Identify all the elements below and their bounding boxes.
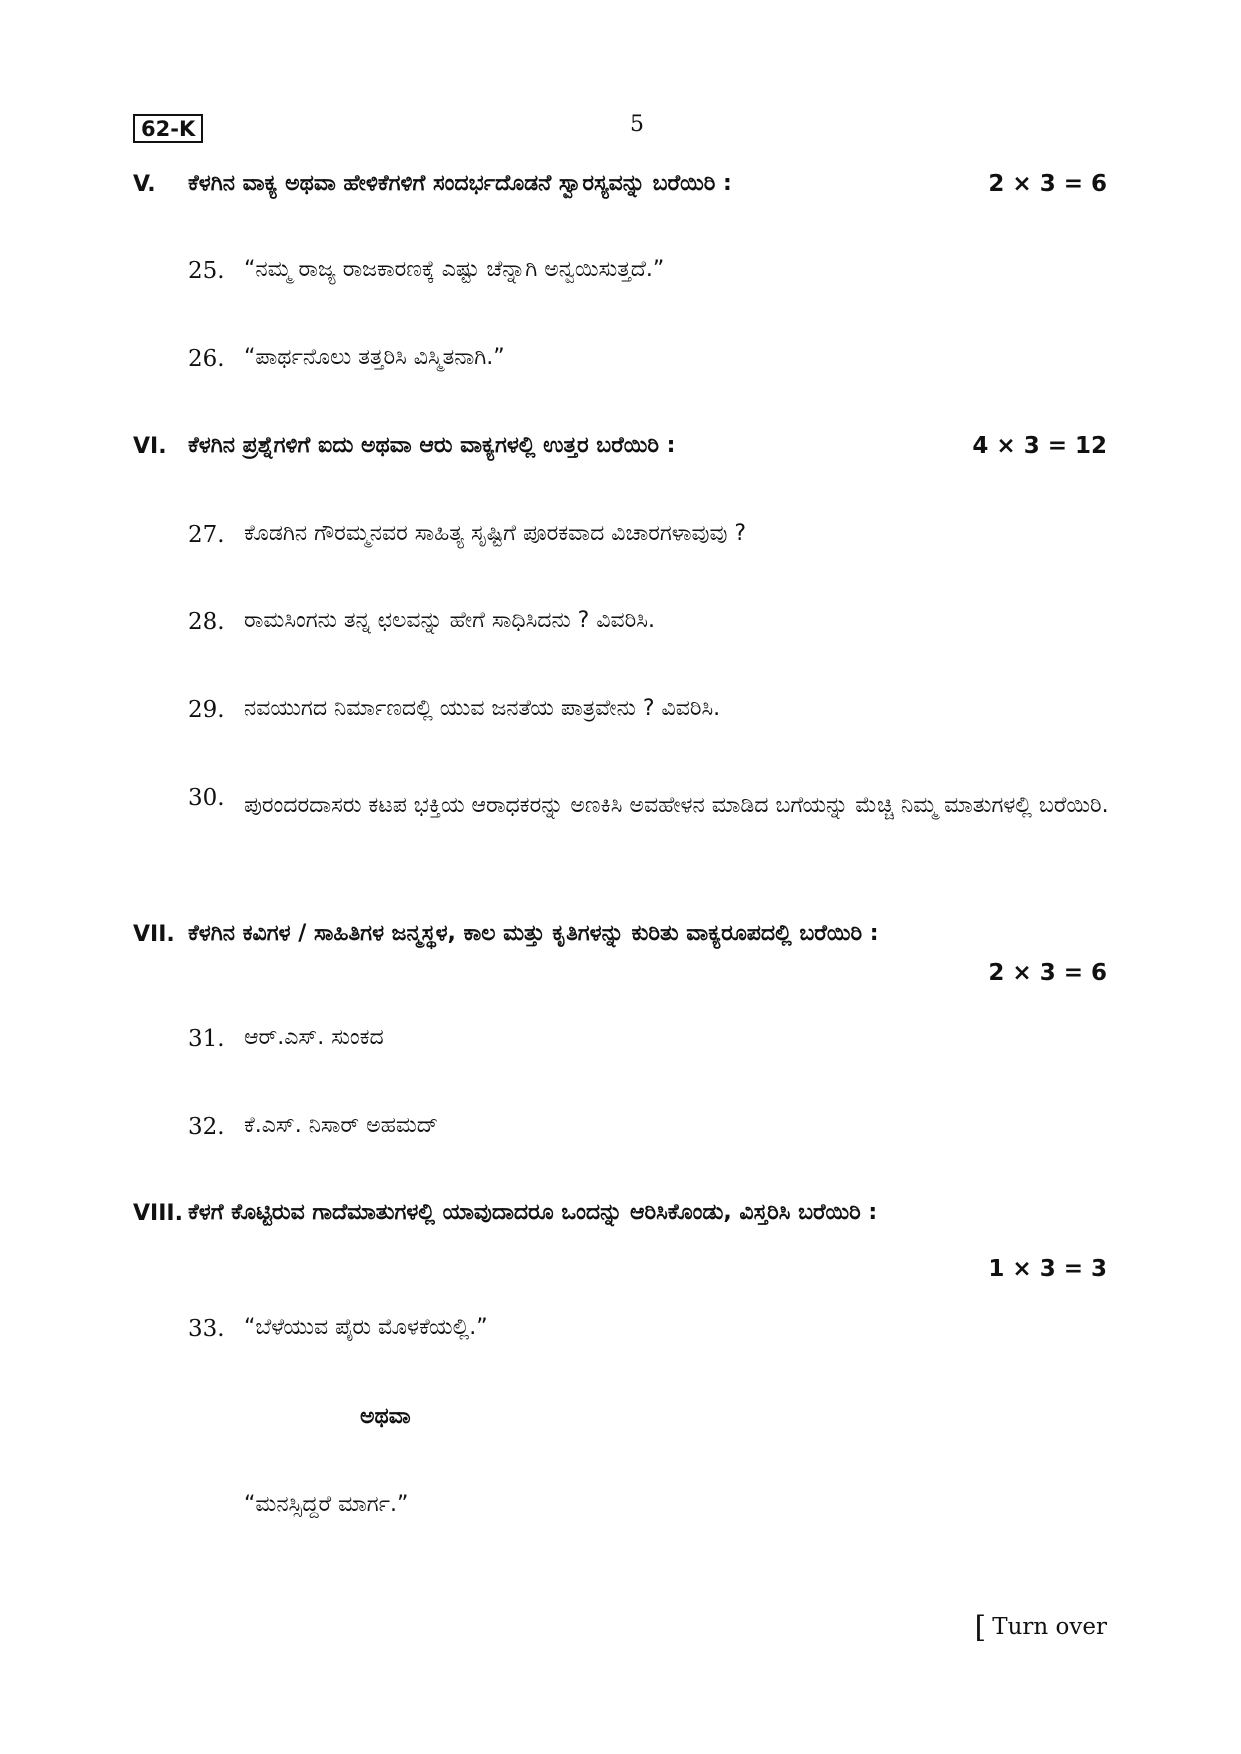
section-viii-number: VIII. — [133, 1201, 183, 1226]
question-33-number: 33. — [188, 1316, 225, 1342]
question-26-text: “ಪಾರ್ಥನೊಲು ತತ್ತರಿಸಿ ವಿಸ್ಮಿತನಾಗಿ.” — [244, 345, 505, 370]
question-31-number: 31. — [188, 1026, 225, 1052]
section-viii-instruction: ಕೆಳಗೆ ಕೊಟ್ಟಿರುವ ಗಾದೆಮಾತುಗಳಲ್ಲಿ ಯಾವುದಾದರೂ ಒಂದನ್ನು ಆರಿಸಿಕೊಂಡು, ವಿಸ್ತರಿಸಿ ಬರೆಯಿರಿ : — [188, 1200, 878, 1225]
page-number: 5 — [630, 112, 644, 137]
question-31-text: ಆರ್.ಎಸ್. ಸುಂಕದ — [244, 1025, 384, 1050]
question-25-text: “ನಮ್ಮ ರಾಜ್ಯ ರಾಜಕಾರಣಕ್ಕೆ ಎಷ್ಟು ಚೆನ್ನಾಗಿ ಅನ್ವಯಿಸುತ್ತದೆ.” — [244, 257, 665, 282]
turn-over-text: Turn over — [992, 1614, 1107, 1640]
section-vi-marks: 4 × 3 = 12 — [972, 433, 1107, 459]
question-33-text: “ಬೆಳೆಯುವ ಪೈರು ಮೊಳಕೆಯಲ್ಲಿ.” — [244, 1315, 488, 1340]
section-vii-number: VII. — [133, 922, 175, 947]
section-v-instruction: ಕೆಳಗಿನ ವಾಕ್ಯ ಅಥವಾ ಹೇಳಿಕೆಗಳಿಗೆ ಸಂದರ್ಭದೊಡನೆ ಸ್ವಾರಸ್ಯವನ್ನು ಬರೆಯಿರಿ : — [188, 171, 732, 196]
question-30-text: ಪುರಂದರದಾಸರು ಕಟಪ ಭಕ್ತಿಯ ಆರಾಧಕರನ್ನು ಅಣಕಿಸಿ ಅವಹೇಳನ ಮಾಡಿದ ಬಗೆಯನ್ನು ಮೆಚ್ಚಿ ನಿಮ್ಮ ಮಾತುಗಳಲ್ಲಿ ಬರೆಯಿರಿ. — [244, 793, 1109, 818]
or-label: ಅಥವಾ — [360, 1404, 411, 1429]
question-26-number: 26. — [188, 346, 225, 372]
section-v-number: V. — [133, 172, 156, 197]
question-32-number: 32. — [188, 1114, 225, 1140]
question-30-number: 30. — [188, 785, 225, 811]
question-27-text: ಕೊಡಗಿನ ಗೌರಮ್ಮನವರ ಸಾಹಿತ್ಯ ಸೃಷ್ಟಿಗೆ ಪೂರಕವಾದ ವಿಚಾರಗಳಾವುವು ? — [244, 521, 747, 546]
section-vii-instruction: ಕೆಳಗಿನ ಕವಿಗಳ / ಸಾಹಿತಿಗಳ ಜನ್ಮಸ್ಥಳ, ಕಾಲ ಮತ್ತು ಕೃತಿಗಳನ್ನು ಕುರಿತು ವಾಕ್ಯರೂಪದಲ್ಲಿ ಬರೆಯಿರಿ : — [188, 921, 879, 946]
question-28-number: 28. — [188, 609, 225, 635]
section-v-marks: 2 × 3 = 6 — [988, 171, 1107, 197]
paper-code: 62-K — [133, 114, 203, 143]
question-29-text: ನವಯುಗದ ನಿರ್ಮಾಣದಲ್ಲಿ ಯುವ ಜನತೆಯ ಪಾತ್ರವೇನು ? ವಿವರಿಸಿ. — [244, 696, 721, 721]
section-vi-instruction: ಕೆಳಗಿನ ಪ್ರಶ್ನೆಗಳಿಗೆ ಐದು ಅಥವಾ ಆರು ವಾಕ್ಯಗಳಲ್ಲಿ ಉತ್ತರ ಬರೆಯಿರಿ : — [188, 433, 676, 458]
question-25-number: 25. — [188, 258, 225, 284]
question-28-text: ರಾಮಸಿಂಗನು ತನ್ನ ಛಲವನ್ನು ಹೇಗೆ ಸಾಧಿಸಿದನು ? ವಿವರಿಸಿ. — [244, 608, 655, 633]
section-vi-number: VI. — [133, 434, 167, 459]
question-33-alternative-text: “ಮನಸ್ಸಿದ್ದರೆ ಮಾರ್ಗ.” — [244, 1492, 409, 1517]
question-32-text: ಕೆ.ಎಸ್. ನಿಸಾರ್ ಅಹಮದ್ — [244, 1113, 439, 1138]
question-29-number: 29. — [188, 697, 225, 723]
section-vii-marks: 2 × 3 = 6 — [988, 960, 1107, 986]
bracket-glyph: [ — [974, 1610, 987, 1645]
question-27-number: 27. — [188, 522, 225, 548]
section-viii-marks: 1 × 3 = 3 — [988, 1256, 1107, 1282]
turn-over-note — [975, 1610, 1107, 1645]
